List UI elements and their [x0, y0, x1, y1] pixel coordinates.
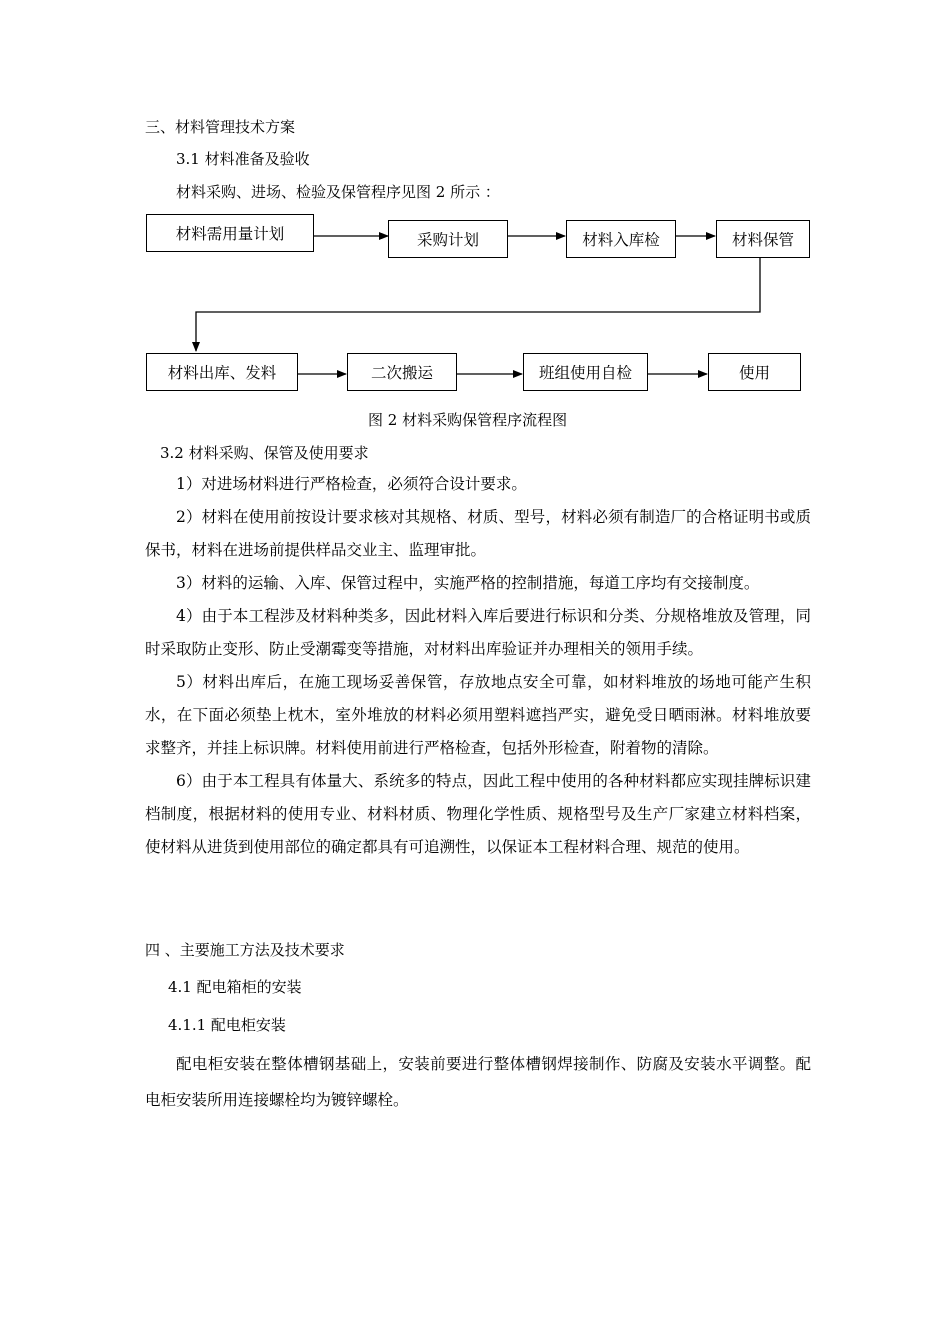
flowchart-connectors	[0, 0, 950, 420]
item-2: 2）材料在使用前按设计要求核对其规格、材质、型号，材料必须有制造厂的合格证明书或质保书，材料在进场前提供样品交业主、监理审批。	[145, 508, 811, 559]
section-3-1-title: 3.1 材料准备及验收	[176, 150, 310, 168]
flow-box-team-self-check: 班组使用自检	[523, 353, 648, 391]
section-3-title: 三、材料管理技术方案	[145, 118, 296, 136]
flow-box-secondary-transport: 二次搬运	[347, 353, 457, 391]
section-3-2-title: 3.2 材料采购、保管及使用要求	[160, 444, 369, 462]
flow-box-purchase-plan: 采购计划	[388, 220, 508, 258]
flow-box-material-storage: 材料保管	[716, 220, 810, 258]
section-3-1-intro: 材料采购、进场、检验及保管程序见图 2 所示 ：	[176, 183, 500, 201]
arrow-4	[196, 258, 760, 351]
flow-box-outbound-issue: 材料出库、发料	[146, 353, 298, 391]
flow-box-use: 使用	[708, 353, 801, 391]
flow-box-material-demand-plan: 材料需用量计划	[146, 214, 314, 252]
item-5: 5）材料出库后，在施工现场妥善保管，存放地点安全可靠，如材料堆放的场地可能产生积水，在下面必须垫上枕木，室外堆放的材料必须用塑料遮挡严实，避免受日晒雨淋。材料堆放要求整齐，并挂上标识牌。材料使用前进行严格检查，包括外形检查，附着物的清除。	[145, 673, 811, 757]
section-4-1-1-body: 配电柜安装在整体槽钢基础上，安装前要进行整体槽钢焊接制作、防腐及安装水平调整。配电柜安装所用连接螺栓均为镀锌螺栓。	[145, 1055, 811, 1109]
section-4-1-1-title: 4.1.1 配电柜安装	[168, 1016, 286, 1034]
item-3: 3）材料的运输、入库、保管过程中，实施严格的控制措施，每道工序均有交接制度。	[176, 574, 760, 592]
section-4-1-title: 4.1 配电箱柜的安装	[168, 978, 302, 996]
item-1: 1）对进场材料进行严格检查，必须符合设计要求。	[176, 475, 527, 493]
flow-box-warehouse-inspection: 材料入库检	[566, 220, 676, 258]
section-4-title: 四 、主要施工方法及技术要求	[145, 941, 345, 959]
item-6: 6）由于本工程具有体量大、系统多的特点，因此工程中使用的各种材料都应实现挂牌标识建档制度，根据材料的使用专业、材料材质、物理化学性质、规格型号及生产厂家建立材料档案，使材料从进货到使用部位的确定都具有可追溯性，以保证本工程材料合理、规范的使用。	[145, 772, 811, 856]
item-4: 4）由于本工程涉及材料种类多，因此材料入库后要进行标识和分类、分规格堆放及管理，同时采取防止变形、防止受潮霉变等措施，对材料出库验证并办理相关的领用手续。	[145, 607, 811, 658]
figure-caption: 图 2 材料采购保管程序流程图	[368, 411, 568, 429]
